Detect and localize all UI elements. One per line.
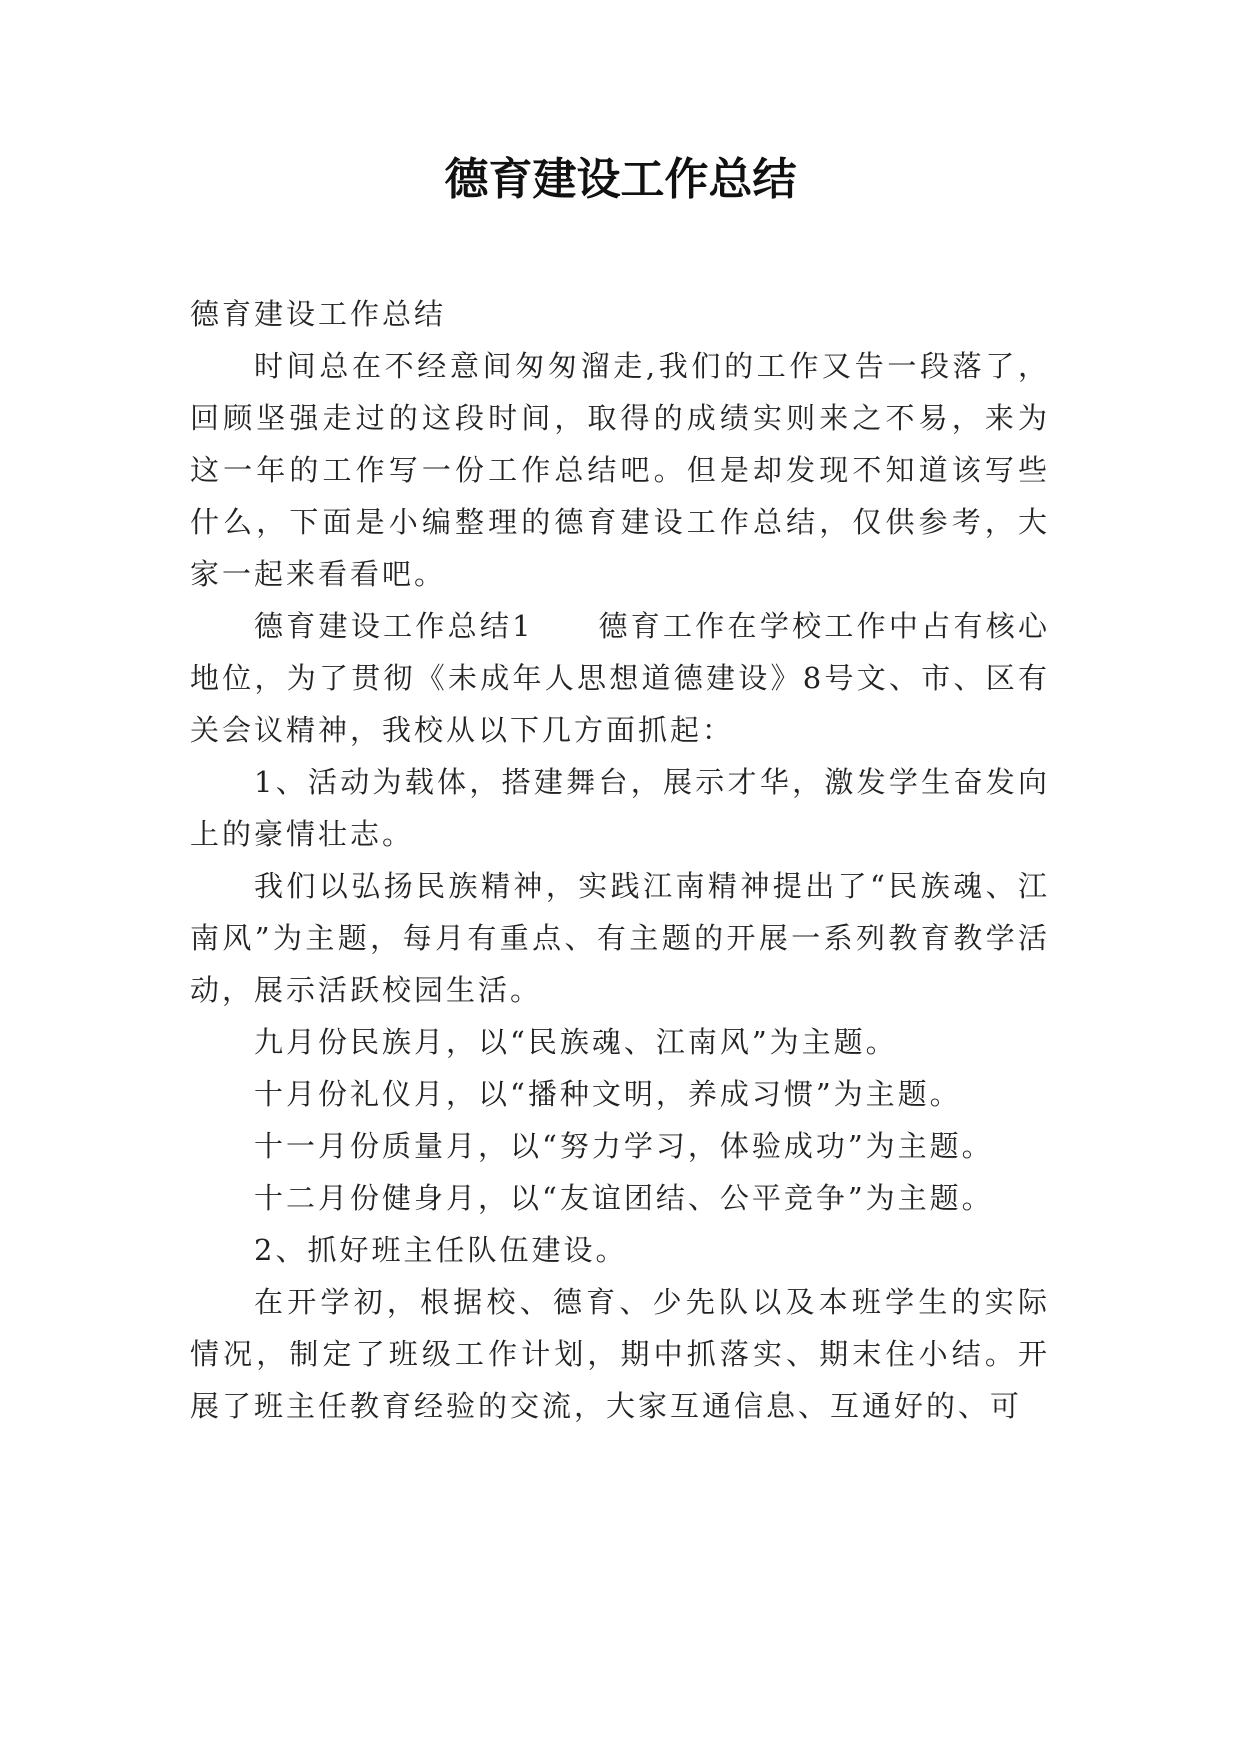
month-october-item: 十月份礼仪月，以“播种文明，养成习惯”为主题。 — [254, 1077, 962, 1111]
document-body — [190, 288, 1050, 1432]
intro-paragraph: 时间总在不经意间匆匆溜走,我们的工作又告一段落了，回顾坚强走过的这段时间，取得的成绩实则来之不易，来为这一年的工作写一份工作总结吧。但是却发现不知道该写些什么，下面是小编整理的德育建设工作总结，仅供参考，大家一起来看看吧。 — [190, 349, 1050, 591]
subtitle-paragraph: 德育建设工作总结 — [190, 297, 447, 331]
section-1-paragraph: 德育建设工作总结1 德育工作在学校工作中占有核心地位，为了贯彻《未成年人思想道德建设》8号文、市、区有关会议精神，我校从以下几方面抓起： — [190, 609, 1050, 747]
class-plan-paragraph: 在开学初，根据校、德育、少先队以及本班学生的实际情况，制定了班级工作计划，期中抓落实、期末住小结。开展了班主任教育经验的交流，大家互通信息、互通好的、可 — [190, 1285, 1050, 1423]
month-november-item: 十一月份质量月，以“努力学习，体验成功”为主题。 — [254, 1129, 994, 1163]
month-december-item: 十二月份健身月，以“友谊团结、公平竞争”为主题。 — [254, 1181, 994, 1215]
month-september-item: 九月份民族月，以“民族魂、江南风”为主题。 — [254, 1025, 898, 1059]
theme-paragraph: 我们以弘扬民族精神，实践江南精神提出了“民族魂、江南风”为主题，每月有重点、有主题的开展一系列教育教学活动，展示活跃校园生活。 — [190, 869, 1050, 1007]
document-title: 德育建设工作总结 — [444, 154, 797, 205]
point-1-paragraph: 1、活动为载体，搭建舞台，展示才华，激发学生奋发向上的豪情壮志。 — [190, 765, 1050, 851]
point-2-paragraph: 2、抓好班主任队伍建设。 — [254, 1233, 628, 1267]
